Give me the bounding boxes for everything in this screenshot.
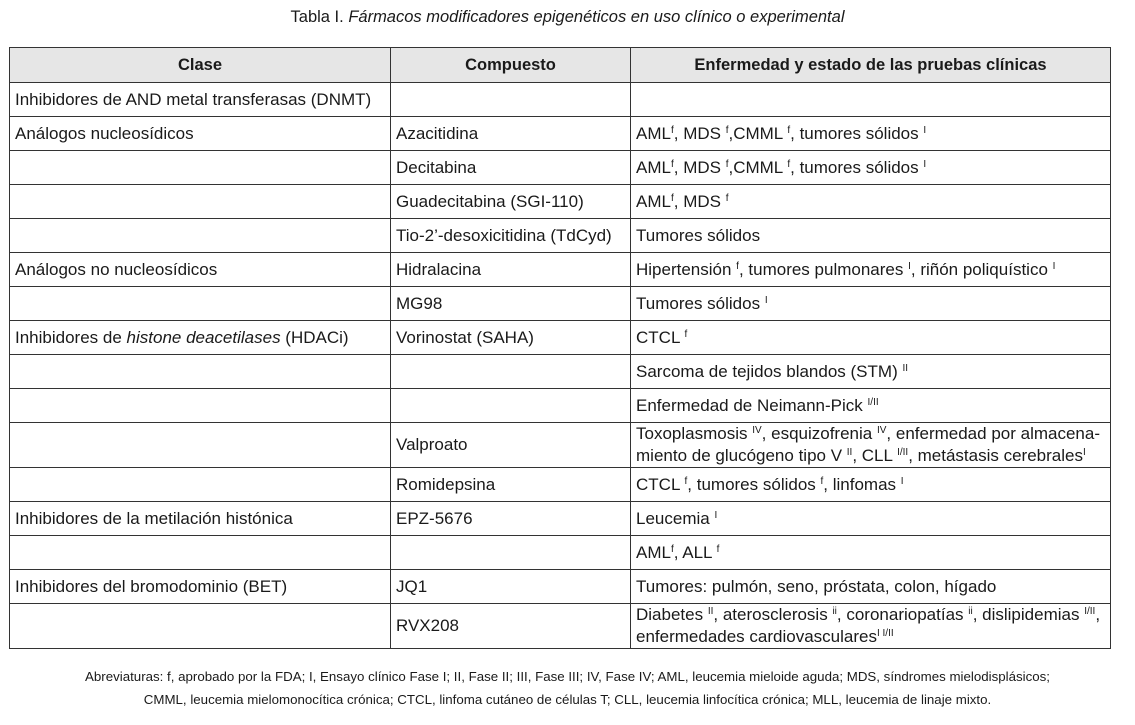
- enfermedad-cell: [631, 83, 1111, 117]
- clase-cell: [10, 604, 391, 649]
- clase-cell: Análogos nucleosídicos: [10, 117, 391, 151]
- enfermedad-cell: Sarcoma de tejidos blandos (STM) $^{II}$: [631, 355, 1111, 389]
- drug-table: [9, 47, 1111, 649]
- table-row: [10, 536, 1111, 570]
- clase-cell: [10, 468, 391, 502]
- clase-cell: [10, 219, 391, 253]
- clase-cell: Inhibidores de AND metal transferasas (DNMT): [10, 83, 391, 117]
- enfermedad-cell: Toxoplasmosis $^{IV}$, esquizofrenia $^{IV}$, enfermedad por almacena- miento de glucógeno tipo V $^{II}$, CLL $^{I/II}$, metástasis cerebrales$^I$: [631, 423, 1111, 468]
- enfermedad-cell: Tumores sólidos: [631, 219, 1111, 253]
- header-compuesto: Compuesto: [391, 48, 631, 83]
- enfermedad-cell: AML$^f$, ALL $^f$: [631, 536, 1111, 570]
- table-row: [10, 423, 1111, 468]
- clase-cell: Análogos no nucleosídicos: [10, 253, 391, 287]
- table-row: [10, 321, 1111, 355]
- enfermedad-cell: Hipertensión $^f$, tumores pulmonares $^I$, riñón poliquístico $^I$: [631, 253, 1111, 287]
- enfermedad-cell: AML$^f$, MDS $^f$,CMML $^f$, tumores sólidos $^I$: [631, 117, 1111, 151]
- compuesto-cell: Azacitidina: [391, 117, 631, 151]
- compuesto-cell: Vorinostat (SAHA): [391, 321, 631, 355]
- compuesto-cell: Valproato: [391, 423, 631, 468]
- table-row: [10, 502, 1111, 536]
- clase-cell: [10, 389, 391, 423]
- clase-cell: [10, 185, 391, 219]
- compuesto-cell: Decitabina: [391, 151, 631, 185]
- table-row: [10, 151, 1111, 185]
- table-header-row: [10, 48, 1111, 83]
- table-footnote: [0, 665, 1135, 711]
- compuesto-cell: EPZ-5676: [391, 502, 631, 536]
- compuesto-cell: [391, 536, 631, 570]
- clase-cell: Inhibidores de la metilación histónica: [10, 502, 391, 536]
- footnote-line: Abreviaturas: f, aprobado por la FDA; I, Ensayo clínico Fase I; II, Fase II; III, Fase III; IV, Fase IV; AML, leucemia mieloide aguda; MDS, síndromes mielodisplásicos;: [85, 669, 1050, 684]
- clase-cell: [10, 423, 391, 468]
- enfermedad-cell: Tumores: pulmón, seno, próstata, colon, hígado: [631, 570, 1111, 604]
- table-caption: [0, 8, 1135, 27]
- compuesto-cell: [391, 389, 631, 423]
- table-row: [10, 468, 1111, 502]
- compuesto-cell: Hidralacina: [391, 253, 631, 287]
- table-row: [10, 604, 1111, 649]
- table-row: [10, 117, 1111, 151]
- enfermedad-cell: AML$^f$, MDS $^f$: [631, 185, 1111, 219]
- table-row: [10, 185, 1111, 219]
- caption-label: Tabla I.: [290, 8, 344, 26]
- compuesto-cell: Tio-2’-desoxicitidina (TdCyd): [391, 219, 631, 253]
- header-clase: Clase: [10, 48, 391, 83]
- clase-cell: [10, 355, 391, 389]
- compuesto-cell: RVX208: [391, 604, 631, 649]
- compuesto-cell: MG98: [391, 287, 631, 321]
- clase-cell: [10, 287, 391, 321]
- table-row: [10, 287, 1111, 321]
- caption-title: Fármacos modificadores epigenéticos en uso clínico o experimental: [348, 8, 845, 26]
- enfermedad-cell: AML$^f$, MDS $^f$,CMML $^f$, tumores sólidos $^I$: [631, 151, 1111, 185]
- enfermedad-cell: Tumores sólidos $^I$: [631, 287, 1111, 321]
- header-enfermedad: Enfermedad y estado de las pruebas clínicas: [631, 48, 1111, 83]
- table-row: [10, 219, 1111, 253]
- enfermedad-cell: Enfermedad de Neimann-Pick $^{I/II}$: [631, 389, 1111, 423]
- compuesto-cell: Guadecitabina (SGI-110): [391, 185, 631, 219]
- compuesto-cell: [391, 83, 631, 117]
- compuesto-cell: [391, 355, 631, 389]
- enfermedad-cell: Leucemia $^I$: [631, 502, 1111, 536]
- clase-cell: Inhibidores de histone deacetilases (HDACi): [10, 321, 391, 355]
- clase-cell: [10, 151, 391, 185]
- clase-cell: [10, 536, 391, 570]
- clase-cell: Inhibidores del bromodominio (BET): [10, 570, 391, 604]
- footnote-line: CMML, leucemia mielomonocítica crónica; CTCL, linfoma cutáneo de células T; CLL, leucemia linfocítica crónica; MLL, leucemia de linaje mixto.: [143, 692, 992, 707]
- enfermedad-cell: CTCL $^f$: [631, 321, 1111, 355]
- table-row: [10, 389, 1111, 423]
- enfermedad-cell: CTCL $^f$, tumores sólidos $^f$, linfomas $^I$: [631, 468, 1111, 502]
- compuesto-cell: Romidepsina: [391, 468, 631, 502]
- table-row: [10, 570, 1111, 604]
- enfermedad-cell: Diabetes $^{II}$, aterosclerosis $^{ii}$, coronariopatías $^{ii}$, dislipidemias $^{I/II}$, enfermedades cardiovasculares$^{I I/II}$: [631, 604, 1111, 649]
- table-row: [10, 83, 1111, 117]
- table-row: [10, 253, 1111, 287]
- compuesto-cell: JQ1: [391, 570, 631, 604]
- table-row: [10, 355, 1111, 389]
